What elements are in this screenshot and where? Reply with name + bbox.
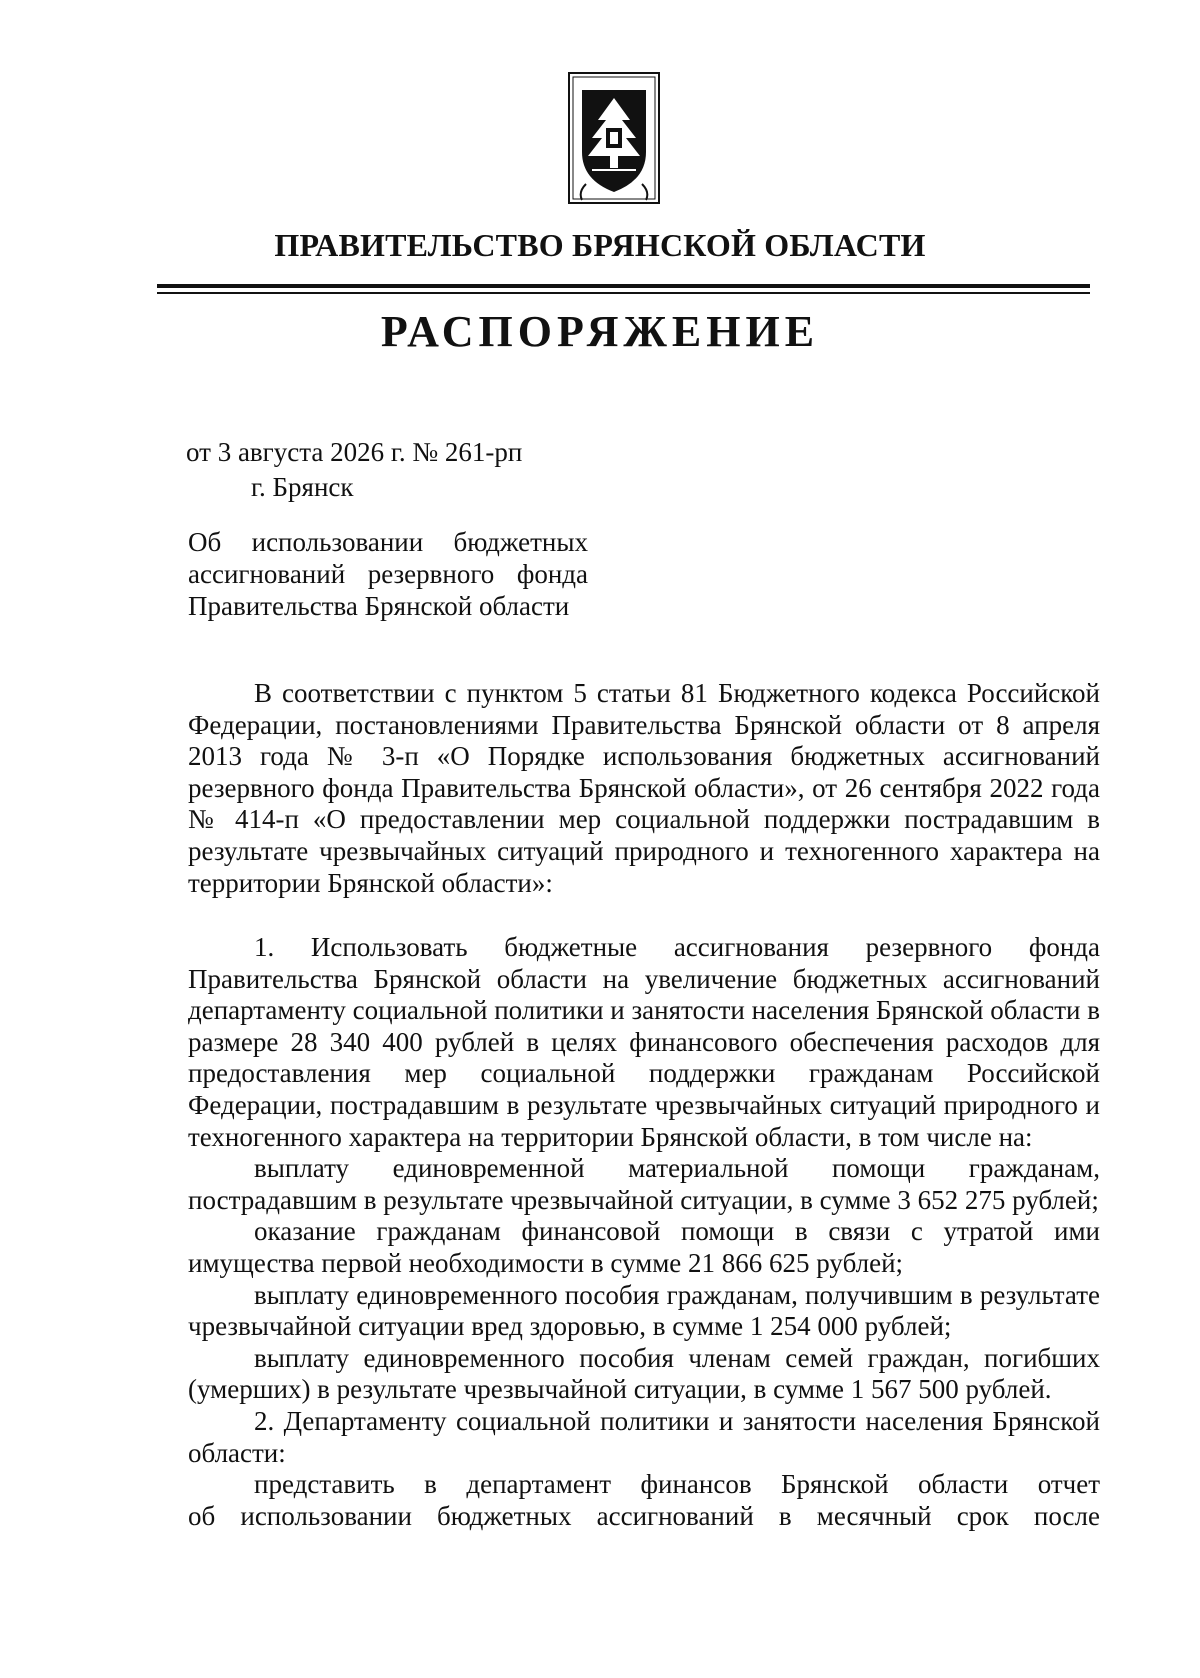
- item-paragraph: выплату единовременной материальной помощи гражданам, пострадавшим в результате чрезвычайной ситуации, в сумме 3 652 275 рублей;: [188, 1153, 1100, 1215]
- document-subject: [188, 526, 588, 622]
- preamble-block: [188, 678, 1100, 899]
- item-paragraph: выплату единовременного пособия членам семей граждан, погибших (умерших) в результате чрезвычайной ситуации, в сумме 1 567 500 рублей.: [188, 1342, 1100, 1405]
- items-block: [188, 932, 1100, 1532]
- subject-line: ассигнований резервного фонда: [188, 559, 588, 589]
- header-rule-thin: [157, 292, 1090, 294]
- document-type-title: РАСПОРЯЖЕНИЕ: [380, 307, 820, 356]
- item-paragraph: оказание гражданам финансовой помощи в связи с утратой ими имущества первой необходимости в сумме 21 866 625 рублей;: [188, 1216, 1100, 1278]
- bryansk-coat-of-arms-icon: [568, 72, 660, 204]
- government-title: ПРАВИТЕЛЬСТВО БРЯНСКОЙ ОБЛАСТИ: [274, 227, 926, 263]
- last-paragraph: [188, 1469, 1100, 1532]
- date-number-line: от 3 августа 2026 г. № 261-рп: [186, 437, 523, 467]
- header-rule-thick: [157, 284, 1090, 288]
- subject-line: Об использовании бюджетных: [188, 527, 588, 557]
- preamble-paragraph: В соответствии с пунктом 5 статьи 81 Бюджетного кодекса Российской Федерации, постановлениями Правительства Брянской области от 8 апреля 2013 года № 3-п «О Порядке использования бюджетных ассигнований резервного фонда Правительства Брянской области», от 26 сентября 2022 года № 414-п «О предоставлении мер социальной поддержки пострадавшим в результате чрезвычайных ситуаций природного и техногенного характера на территории Брянской области»:: [188, 678, 1100, 898]
- last-paragraph-line: об использовании бюджетных ассигнований в месячный срок после: [188, 1500, 1100, 1531]
- item-paragraph: 1. Использовать бюджетные ассигнования резервного фонда Правительства Брянской области на увеличение бюджетных ассигнований департаменту социальной политики и занятости населения Брянской области в размере 28 340 400 рублей в целях финансового обеспечения расходов для предоставления мер социальной поддержки гражданам Российской Федерации, пострадавшим в результате чрезвычайных ситуаций природного и техногенного характера на территории Брянской области, в том числе на:: [188, 932, 1100, 1152]
- last-paragraph-line: представить в департамент финансов Брянской области отчет: [254, 1469, 1100, 1500]
- subject-line: Правительства Брянской области: [188, 591, 570, 621]
- item-paragraph: 2. Департаменту социальной политики и занятости населения Брянской области:: [188, 1405, 1100, 1468]
- item-paragraph: выплату единовременного пособия гражданам, получившим в результате чрезвычайной ситуации вред здоровью, в сумме 1 254 000 рублей;: [188, 1279, 1100, 1342]
- city-line: г. Брянск: [251, 472, 354, 502]
